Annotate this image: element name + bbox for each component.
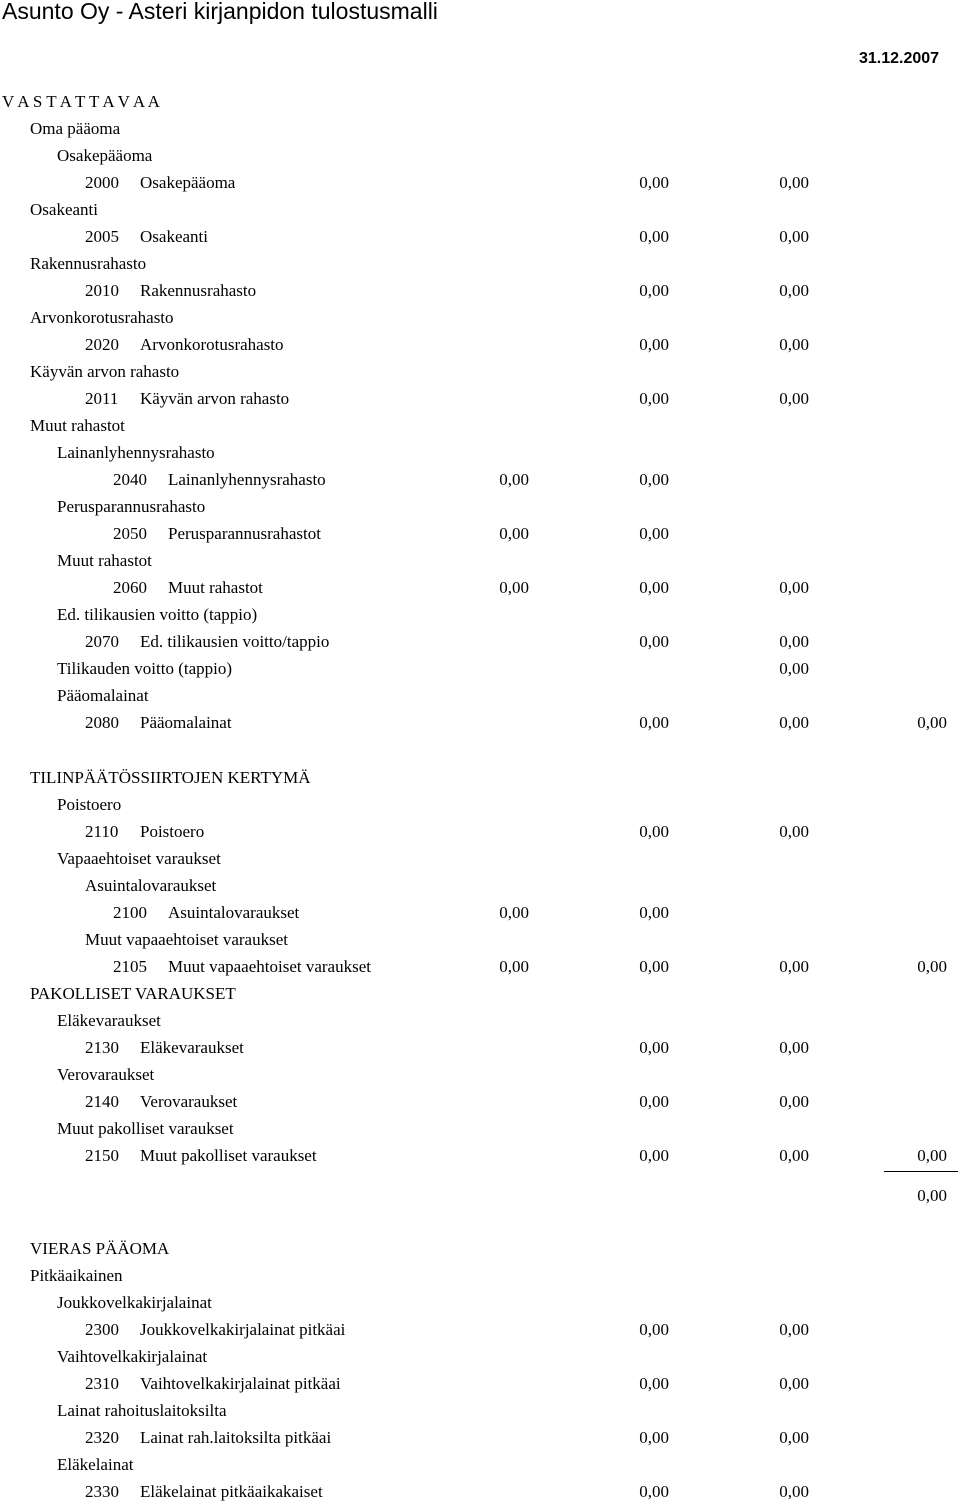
heading-text: Muut pakolliset varaukset: [57, 1119, 234, 1138]
section-heading: [0, 872, 960, 899]
account-row: [0, 1034, 960, 1061]
account-code: 2150: [85, 1146, 119, 1165]
account-name: Asuintalovaraukset: [168, 903, 300, 922]
amount-cell: 0,00: [639, 1092, 669, 1111]
amount-cell: 0,00: [779, 1038, 809, 1057]
amount-cell: 0,00: [499, 470, 529, 489]
section-heading: [0, 358, 960, 385]
amount-cell: 0,00: [779, 822, 809, 841]
section-heading: [0, 1343, 960, 1370]
heading-text: Vapaaehtoiset varaukset: [57, 849, 221, 868]
section-heading: [0, 682, 960, 709]
amount-cell: 0,00: [779, 389, 809, 408]
account-row: [0, 1316, 960, 1343]
amount-cell: 0,00: [779, 1146, 809, 1165]
account-name: Poistoero: [140, 822, 205, 841]
heading-text: Poistoero: [57, 795, 122, 814]
subtotal-underline: [884, 1171, 958, 1172]
amount-cell: 0,00: [779, 335, 809, 354]
account-row: [0, 1142, 960, 1169]
account-name: Verovaraukset: [140, 1092, 238, 1111]
heading-text: Muut vapaaehtoiset varaukset: [85, 930, 288, 949]
amount-cell: 0,00: [917, 1186, 947, 1205]
section-heading: [0, 88, 960, 115]
account-code: 2020: [85, 335, 119, 354]
account-name: Perusparannusrahastot: [168, 524, 321, 543]
heading-text: PAKOLLISET VARAUKSET: [30, 984, 236, 1003]
amount-cell: 0,00: [917, 713, 947, 732]
amount-cell: 0,00: [779, 578, 809, 597]
heading-text: Joukkovelkakirjalainat: [57, 1293, 212, 1312]
account-code: 2140: [85, 1092, 119, 1111]
amount-cell: 0,00: [499, 578, 529, 597]
heading-text: Osakeanti: [30, 200, 98, 219]
account-code: 2070: [85, 632, 119, 651]
section-heading: [0, 764, 960, 791]
heading-text: Eläkelainat: [57, 1455, 134, 1474]
account-code: 2011: [85, 389, 119, 408]
section-heading: [0, 412, 960, 439]
amount-cell: 0,00: [779, 1482, 809, 1501]
account-code: 2010: [85, 281, 119, 300]
account-code: 2130: [85, 1038, 119, 1057]
amount-cell: 0,00: [779, 227, 809, 246]
amount-cell: 0,00: [499, 524, 529, 543]
section-heading: [0, 142, 960, 169]
amount-cell: 0,00: [779, 173, 809, 192]
account-name: Rakennusrahasto: [140, 281, 257, 300]
account-name: Muut vapaaehtoiset varaukset: [168, 957, 371, 976]
amount-cell: 0,00: [639, 822, 669, 841]
account-row: [0, 385, 960, 412]
account-code: 2080: [85, 713, 119, 732]
amount-cell: 0,00: [917, 957, 947, 976]
amount-cell: 0,00: [639, 335, 669, 354]
report-title: Asunto Oy - Asteri kirjanpidon tulostusmalli: [2, 0, 438, 24]
amount-cell: 0,00: [499, 957, 529, 976]
amount-cell: 0,00: [639, 713, 669, 732]
amount-cell: 0,00: [639, 389, 669, 408]
account-row: [0, 277, 960, 304]
account-code: 2100: [113, 903, 147, 922]
account-row: [0, 1424, 960, 1451]
account-row: [0, 331, 960, 358]
heading-text: Muut rahastot: [57, 551, 152, 570]
heading-text: Vaihtovelkakirjalainat: [57, 1347, 208, 1366]
account-row: [0, 169, 960, 196]
account-name: Muut pakolliset varaukset: [140, 1146, 317, 1165]
section-heading: [0, 250, 960, 277]
section-heading: [0, 980, 960, 1007]
heading-text: Pääomalainat: [57, 686, 149, 705]
section-heading: [0, 1235, 960, 1262]
heading-text: Eläkevaraukset: [57, 1011, 161, 1030]
heading-text: VIERAS PÄÄOMA: [30, 1239, 170, 1258]
heading-text: V A S T A T T A V A A: [2, 92, 160, 111]
amount-cell: 0,00: [639, 524, 669, 543]
amount-cell: 0,00: [639, 903, 669, 922]
amount-cell: 0,00: [639, 957, 669, 976]
heading-text: Muut rahastot: [30, 416, 125, 435]
section-heading: [0, 1262, 960, 1289]
amount-cell: 0,00: [639, 227, 669, 246]
account-row: [0, 574, 960, 601]
section-heading: [0, 791, 960, 818]
section-heading: [0, 304, 960, 331]
amount-cell: 0,00: [779, 659, 809, 678]
section-heading: [0, 439, 960, 466]
account-name: Osakepääoma: [140, 173, 236, 192]
account-name: Ed. tilikausien voitto/tappio: [140, 632, 330, 651]
account-code: 2060: [113, 578, 147, 597]
amount-cell: 0,00: [639, 1146, 669, 1165]
account-row: [0, 953, 960, 980]
amount-cell: 0,00: [639, 281, 669, 300]
section-heading: [0, 1397, 960, 1424]
section-heading: [0, 1007, 960, 1034]
amount-cell: 0,00: [779, 1374, 809, 1393]
account-name: Joukkovelkakirjalainat pitkäai: [140, 1320, 346, 1339]
account-code: 2310: [85, 1374, 119, 1393]
amount-cell: 0,00: [639, 1482, 669, 1501]
section-heading: [0, 601, 960, 628]
section-heading: [0, 115, 960, 142]
account-code: 2110: [85, 822, 119, 841]
amount-cell: 0,00: [779, 713, 809, 732]
section-heading: [0, 1451, 960, 1478]
heading-text: Ed. tilikausien voitto (tappio): [57, 605, 258, 624]
account-name: Pääomalainat: [140, 713, 232, 732]
heading-text: Tilikauden voitto (tappio): [57, 659, 233, 678]
section-heading: [0, 1061, 960, 1088]
heading-text: Asuintalovaraukset: [85, 876, 217, 895]
section-heading: [0, 547, 960, 574]
account-code: 2330: [85, 1482, 119, 1501]
account-code: 2040: [113, 470, 147, 489]
heading-text: Lainat rahoituslaitoksilta: [57, 1401, 227, 1420]
amount-cell: 0,00: [639, 1374, 669, 1393]
section-heading: [0, 1289, 960, 1316]
account-row: [0, 1370, 960, 1397]
section-total-row: [0, 655, 960, 682]
section-heading: [0, 493, 960, 520]
account-row: [0, 1088, 960, 1115]
account-name: Muut rahastot: [168, 578, 263, 597]
grand-total-row: [0, 1182, 960, 1209]
account-name: Eläkevaraukset: [140, 1038, 244, 1057]
account-row: [0, 466, 960, 493]
heading-text: Rakennusrahasto: [30, 254, 147, 273]
account-name: Osakeanti: [140, 227, 208, 246]
amount-cell: 0,00: [639, 578, 669, 597]
amount-cell: 0,00: [779, 957, 809, 976]
heading-text: TILINPÄÄTÖSSIIRTOJEN KERTYMÄ: [30, 768, 311, 787]
amount-cell: 0,00: [917, 1146, 947, 1165]
heading-text: Lainanlyhennysrahasto: [57, 443, 215, 462]
heading-text: Arvonkorotusrahasto: [30, 308, 174, 327]
account-name: Arvonkorotusrahasto: [140, 335, 284, 354]
heading-text: Pitkäaikainen: [30, 1266, 123, 1285]
section-heading: [0, 926, 960, 953]
amount-cell: 0,00: [779, 281, 809, 300]
account-row: [0, 628, 960, 655]
account-code: 2105: [113, 957, 147, 976]
account-code: 2300: [85, 1320, 119, 1339]
account-name: Eläkelainat pitkäaikakaiset: [140, 1482, 323, 1501]
heading-text: Verovaraukset: [57, 1065, 155, 1084]
account-row: [0, 818, 960, 845]
amount-cell: 0,00: [639, 1320, 669, 1339]
section-heading: [0, 845, 960, 872]
heading-text: Osakepääoma: [57, 146, 153, 165]
account-row: [0, 1478, 960, 1505]
amount-cell: 0,00: [639, 1428, 669, 1447]
account-name: Vaihtovelkakirjalainat pitkäai: [140, 1374, 341, 1393]
amount-cell: 0,00: [779, 1428, 809, 1447]
amount-cell: 0,00: [639, 1038, 669, 1057]
amount-cell: 0,00: [779, 1092, 809, 1111]
amount-cell: 0,00: [779, 632, 809, 651]
account-code: 2000: [85, 173, 119, 192]
heading-text: Käyvän arvon rahasto: [30, 362, 180, 381]
amount-cell: 0,00: [779, 1320, 809, 1339]
amount-cell: 0,00: [639, 632, 669, 651]
account-row: [0, 520, 960, 547]
account-code: 2320: [85, 1428, 119, 1447]
account-code: 2050: [113, 524, 147, 543]
account-row: [0, 709, 960, 736]
amount-cell: 0,00: [639, 173, 669, 192]
heading-text: Oma pääoma: [30, 119, 121, 138]
account-name: Käyvän arvon rahasto: [140, 389, 290, 408]
account-row: [0, 899, 960, 926]
account-name: Lainanlyhennysrahasto: [168, 470, 326, 489]
section-heading: [0, 1115, 960, 1142]
section-heading: [0, 196, 960, 223]
report-date: 31.12.2007: [859, 50, 940, 67]
amount-cell: 0,00: [639, 470, 669, 489]
account-name: Lainat rah.laitoksilta pitkäai: [140, 1428, 332, 1447]
amount-cell: 0,00: [499, 903, 529, 922]
account-code: 2005: [85, 227, 119, 246]
account-row: [0, 223, 960, 250]
heading-text: Perusparannusrahasto: [57, 497, 206, 516]
